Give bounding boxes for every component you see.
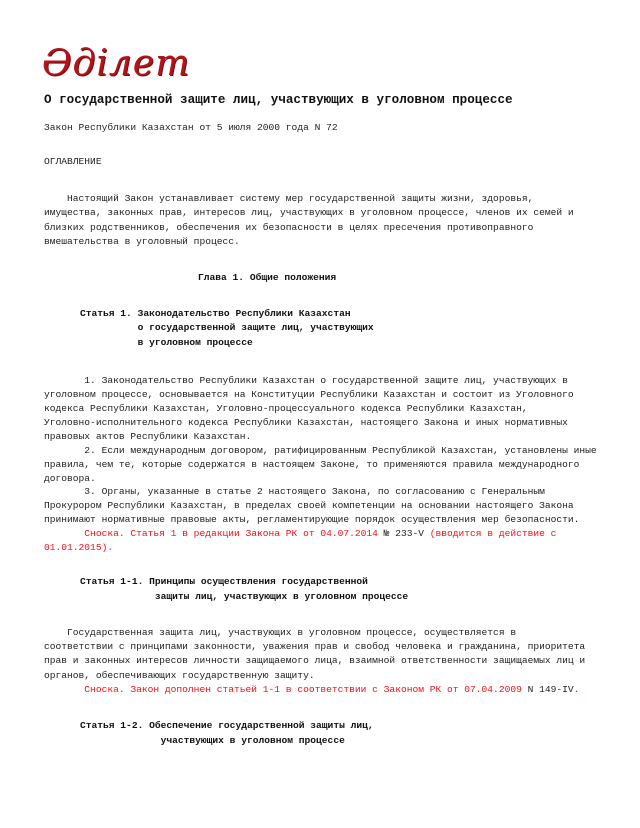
footnote-link[interactable]: 01.01.2015). xyxy=(44,542,114,553)
preamble-line: имущества, законных прав, интересов лиц, участвующих в уголовном процессе, членов их семей и xyxy=(44,207,574,218)
article-text-line: Прокурором Республики Казахстан, в пределах своей компетенции на основании настоящего Закона xyxy=(44,500,574,511)
article-text-line: кодекса Республики Казахстан, Уголовно-процессуального кодекса Республики Казахстан, xyxy=(44,403,528,414)
article-text-line: 1. Законодательство Республики Казахстан о государственной защите лиц, участвующих в xyxy=(44,375,568,386)
chapter-heading: Глава 1. Общие положения xyxy=(198,272,337,283)
article-text-line: 2. Если международным договором, ратифицированным Республикой Казахстан, установлены иные xyxy=(44,445,597,456)
article-heading: о государственной защите лиц, участвующих xyxy=(80,322,374,333)
preamble-line: близких родственников, обеспечения их безопасности в целях пресечения противоправного xyxy=(44,222,534,233)
document-title: О государственной защите лиц, участвующих в уголовном процессе xyxy=(44,93,513,107)
article-heading: Статья 1. Законодательство Республики Казахстан xyxy=(80,308,351,319)
article-heading: Статья 1-1. Принципы осуществления государственной xyxy=(80,576,368,587)
preamble-line: Настоящий Закон устанавливает систему мер государственной защиты жизни, здоровья, xyxy=(44,193,534,204)
footnote: Сноска. Закон дополнен статьей 1-1 в соответствии с Законом РК от 07.04.2009 N 149-IV. xyxy=(44,684,580,695)
footnote-link[interactable]: Сноска. Закон дополнен статьей 1-1 в соответствии с Законом РК от 07.04.2009 xyxy=(44,684,522,695)
footnote-link[interactable]: (вводится в действие с xyxy=(423,528,557,539)
article-heading: в уголовном процессе xyxy=(80,337,253,348)
article-text-line: правила, чем те, которые содержатся в настоящем Законе, то применяются правила международного xyxy=(44,459,580,470)
article-text-line: органов, обеспечивающих государственную защиту. xyxy=(44,670,315,681)
article-text-line: соответствии с принципами законности, уважения прав и свобод человека и гражданина, приоритета xyxy=(44,641,586,652)
article-text-line: договора. xyxy=(44,473,96,484)
article-text-line: Уголовно-исполнительного кодекса Республики Казахстан, настоящего Закона и иных нормативных xyxy=(44,417,568,428)
article-text-line: Государственная защита лиц, участвующих в уголовном процессе, осуществляется в xyxy=(44,627,517,638)
article-heading: участвующих в уголовном процессе xyxy=(80,735,345,746)
article-text-line: прав и законных интересов личности защищаемого лица, взаимной ответственности защищаемых лиц и xyxy=(44,655,586,666)
footnote: Сноска. Статья 1 в редакции Закона РК от 04.07.2014 № 233-V (вводится в действие с xyxy=(44,528,557,539)
article-heading: защиты лиц, участвующих в уголовном процессе xyxy=(80,591,409,602)
article-text-line: принимают нормативные правовые акты, регламентирующие порядок осуществления мер безопасности. xyxy=(44,514,580,525)
table-of-contents-link[interactable]: ОГЛАВЛЕНИЕ xyxy=(44,156,102,167)
preamble-line: вмешательства в уголовный процесс. xyxy=(44,236,240,247)
footnote-link[interactable]: Сноска. Статья 1 в редакции Закона РК от 04.07.2014 xyxy=(44,528,378,539)
law-reference: Закон Республики Казахстан от 5 июля 2000 года N 72 xyxy=(44,122,338,133)
article-text-line: уголовном процессе, основывается на Конституции Республики Казахстан и состоит из Уголовного xyxy=(44,389,574,400)
article-text-line: правовых актов Республики Казахстан. xyxy=(44,431,252,442)
article-text-line: 3. Органы, указанные в статье 2 настоящего Закона, по согласованию с Генеральным xyxy=(44,486,545,497)
article-heading: Статья 1-2. Обеспечение государственной защиты лиц, xyxy=(80,720,374,731)
adilet-logo[interactable]: Әділет xyxy=(42,43,191,84)
